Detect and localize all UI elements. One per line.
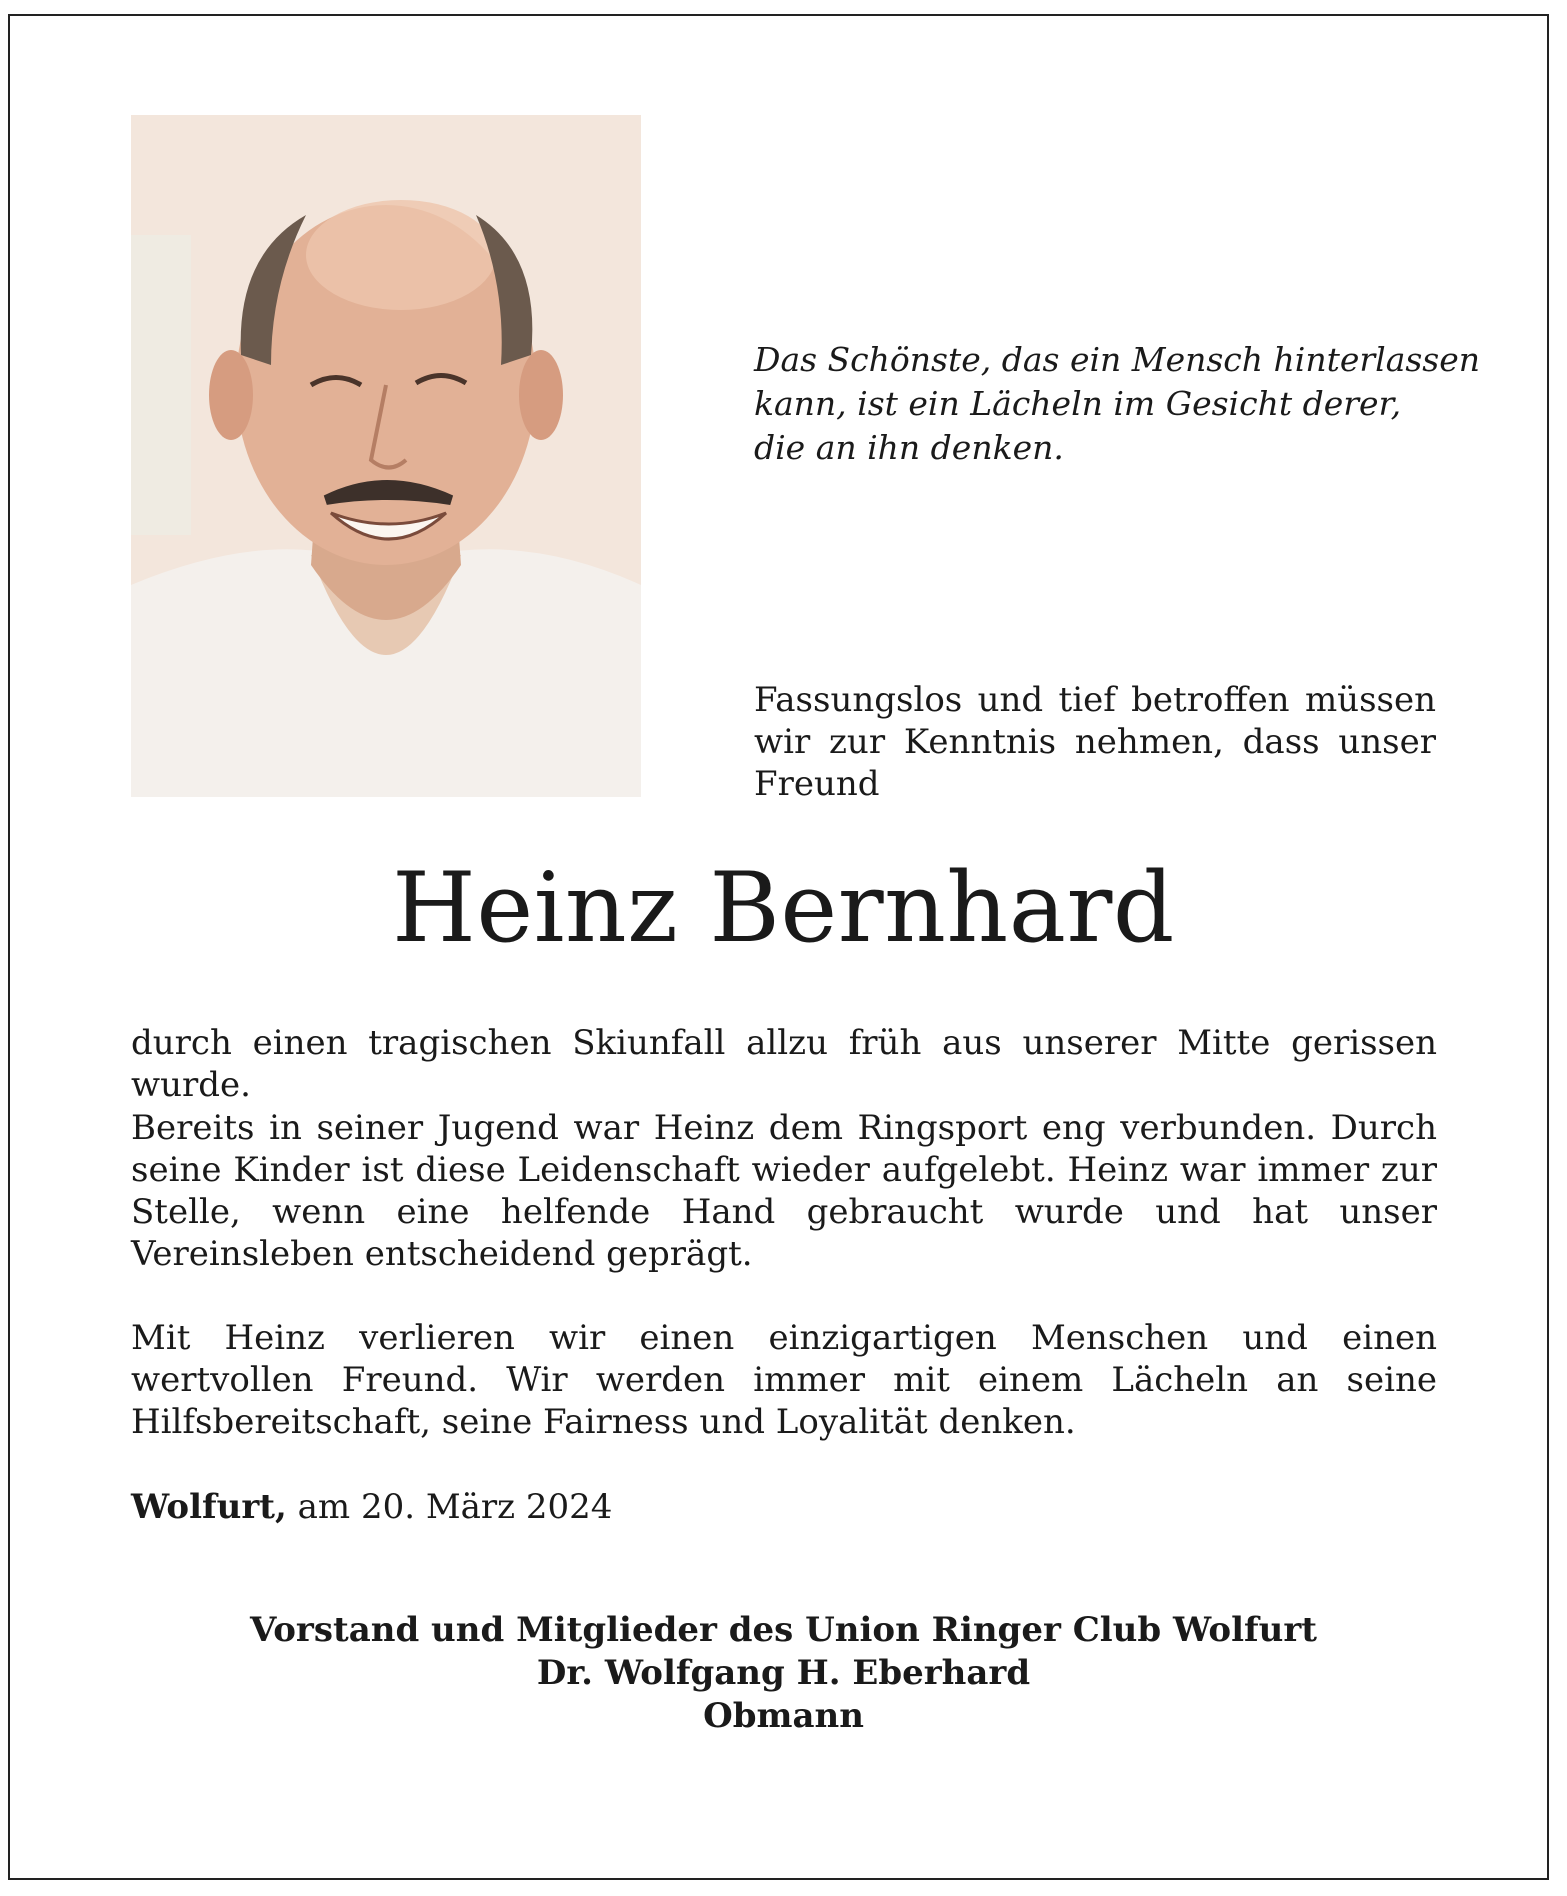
place-date: am 20. März 2024 [297,1487,613,1527]
signature-organization: Vorstand und Mitglieder des Union Ringer Club Wolfurt [250,1610,1317,1650]
paragraph-tribute: Bereits in seiner Jugend war Heinz dem Ringsport eng verbunden. Durch seine Kinder ist diese Leidenschaft wieder aufgelebt. Heinz war immer zur Stelle, wenn eine helfende Hand gebraucht wurde und hat unser Vereinsleben entscheidend geprägt. [131,1108,1437,1274]
memorial-quote [754,338,1481,470]
intro-text: Fassungslos und tief betroffen müssen wir zur Kenntnis nehmen, dass unser Freund [754,680,1436,804]
signature-block [0,1609,1567,1738]
paragraph-farewell: Mit Heinz verlieren wir einen einzigartigen Menschen und einen wertvollen Freund. Wir werden immer mit einem Lächeln an seine Hilfsbereitschaft, seine Fairness und Loyalität denken. [131,1318,1437,1442]
paragraph-cause: durch einen tragischen Skiunfall allzu früh aus unserer Mitte gerissen wurde. [131,1023,1437,1105]
place-town: Wolfurt, [131,1487,287,1527]
quote-line: die an ihn denken. [754,428,1064,467]
signature-person: Dr. Wolfgang H. Eberhard [536,1653,1031,1693]
place-and-date [131,1486,612,1528]
deceased-name: Heinz Bernhard [392,852,1175,964]
portrait-photo [131,115,641,797]
signature-role: Obmann [703,1696,864,1736]
quote-line: Das Schönste, das ein Mensch hinterlassen [754,340,1481,379]
quote-line: kann, ist ein Lächeln im Gesicht derer, [754,384,1402,423]
